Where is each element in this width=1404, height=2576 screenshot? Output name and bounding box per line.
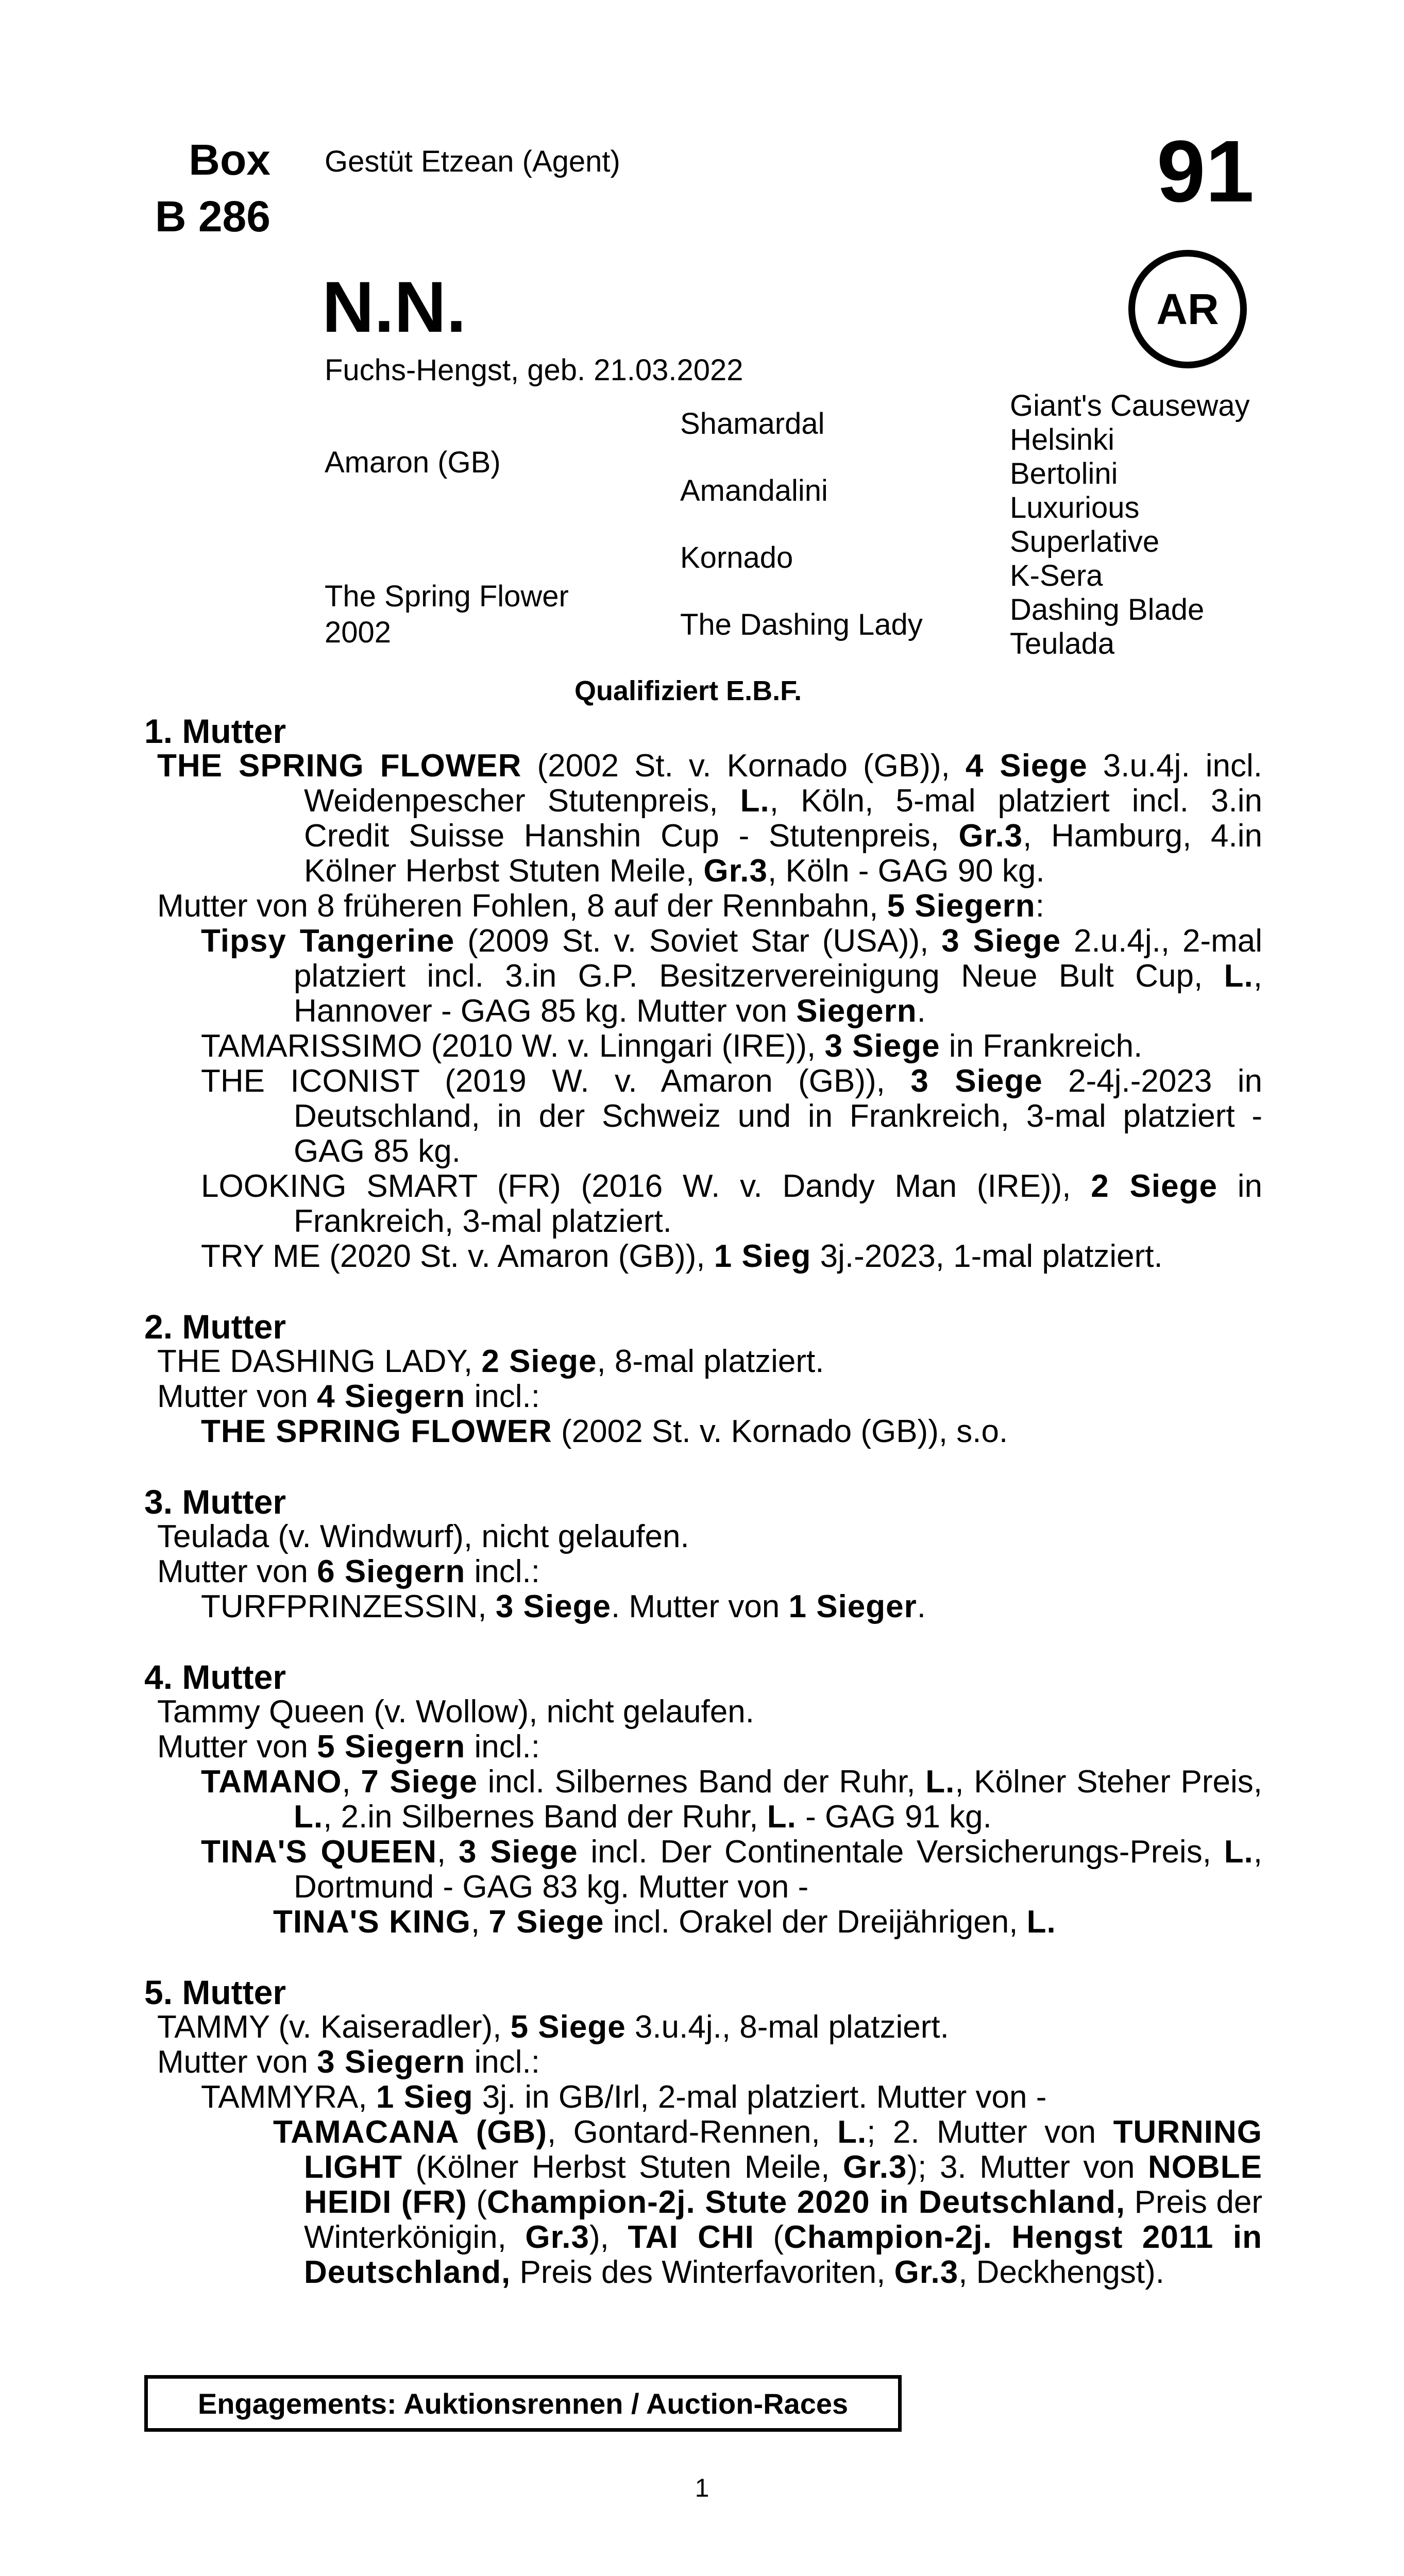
offspring-entry: THE SPRING FLOWER (2002 St. v. Kornado (GB)), s.o. [201, 1414, 1008, 1449]
produce-summary: Mutter von 3 Siegern incl.: [157, 2044, 540, 2080]
offspring-entry: TINA'S QUEEN, 3 Siege incl. Der Continentale Versicherungs-Preis, L., Dortmund - GAG 83 kg. Mutter von - [201, 1834, 1263, 1905]
section-heading: 2. Mutter [144, 1308, 286, 1346]
pedigree-gen3-4: Luxurious [1010, 491, 1140, 524]
offspring-entry: TRY ME (2020 St. v. Amaron (GB)), 1 Sieg 3j.-2023, 1-mal platziert. [201, 1239, 1163, 1274]
pedigree-sire-sire: Shamardal [680, 407, 825, 440]
dam-entry: Tammy Queen (v. Wollow), nicht gelaufen. [157, 1694, 754, 1730]
dam-entry: Teulada (v. Windwurf), nicht gelaufen. [157, 1519, 689, 1554]
offspring-entry: TURFPRINZESSIN, 3 Siege. Mutter von 1 Sieger. [201, 1589, 926, 1624]
pedigree-gen3-1: Giant's Causeway [1010, 389, 1250, 422]
pedigree-gen3-6: K-Sera [1010, 559, 1103, 592]
grand-offspring-entry: TINA'S KING, 7 Siege incl. Orakel der Dreijährigen, L. [273, 1904, 1056, 1940]
pedigree-dam: The Spring Flower [325, 580, 569, 613]
section-heading: 4. Mutter [144, 1658, 286, 1696]
pedigree-gen3-2: Helsinki [1010, 423, 1115, 456]
section-4th-dam [144, 1659, 1262, 1940]
qualification: Qualifiziert E.B.F. [574, 675, 802, 706]
offspring-entry: TAMMYRA, 1 Sieg 3j. in GB/Irl, 2-mal platziert. Mutter von - [201, 2079, 1047, 2115]
family-content [144, 714, 1262, 2325]
dam-entry: THE DASHING LADY, 2 Siege, 8-mal platziert. [157, 1344, 824, 1379]
section-1st-dam [144, 714, 1262, 1274]
dam-entry: THE SPRING FLOWER (2002 St. v. Kornado (GB)), 4 Siege 3.u.4j. incl. Weidenpescher Stutenpreis, L., Köln, 5-mal platziert incl. 3.in Credit Suisse Hanshin Cup - Stutenpreis, Gr.3, Hamburg, 4.in Kölner Herbst Stuten Meile, Gr.3, Köln - GAG 90 kg. [157, 748, 1263, 889]
section-heading: 3. Mutter [144, 1483, 286, 1521]
offspring-entry: TAMANO, 7 Siege incl. Silbernes Band der Ruhr, L., Kölner Steher Preis, L., 2.in Silbernes Band der Ruhr, L. - GAG 91 kg. [201, 1764, 1263, 1835]
pedigree-gen3-3: Bertolini [1010, 457, 1118, 490]
pedigree-gen3-5: Superlative [1010, 525, 1160, 558]
section-heading: 1. Mutter [144, 712, 286, 750]
produce-summary: Mutter von 4 Siegern incl.: [157, 1379, 540, 1414]
engagements-box [144, 2375, 902, 2432]
pedigree-sire-dam: Amandalini [680, 474, 828, 507]
dam-entry: TAMMY (v. Kaiseradler), 5 Siege 3.u.4j., 8-mal platziert. [157, 2009, 949, 2045]
produce-summary: Mutter von 5 Siegern incl.: [157, 1729, 540, 1765]
pedigree-dam-dam: The Dashing Lady [680, 608, 923, 641]
ar-badge [1128, 250, 1247, 368]
engagements-label: Engagements: Auktionsrennen / Auction-Races [197, 2387, 849, 2420]
produce-summary: Mutter von 8 früheren Fohlen, 8 auf der Rennbahn, 5 Siegern: [157, 888, 1044, 924]
agent-name: Gestüt Etzean (Agent) [325, 145, 620, 178]
offspring-entry: THE ICONIST (2019 W. v. Amaron (GB)), 3 Siege 2-4j.-2023 in Deutschland, in der Schweiz und in Frankreich, 3-mal platziert - GAG 85 kg. [201, 1063, 1263, 1169]
pedigree-gen3-7: Dashing Blade [1010, 593, 1205, 626]
pedigree-gen3-8: Teulada [1010, 627, 1115, 660]
section-heading: 5. Mutter [144, 1973, 286, 2011]
grand-offspring-entry: TAMACANA (GB), Gontard-Rennen, L.; 2. Mutter von TURNING LIGHT (Kölner Herbst Stuten Meile, Gr.3); 3. Mutter von NOBLE HEIDI (FR) (Champion-2j. Stute 2020 in Deutschland, Preis der Winterkönigin, Gr.3), TAI CHI (Champion-2j. Hengst 2011 in Deutschland, Preis des Winterfavoriten, Gr.3, Deckhengst). [273, 2114, 1262, 2290]
section-5th-dam [144, 1975, 1262, 2290]
lot-number: 91 [1157, 123, 1255, 221]
offspring-entry: TAMARISSIMO (2010 W. v. Linngari (IRE)), 3 Siege in Frankreich. [201, 1028, 1143, 1064]
ar-badge-label: AR [1156, 284, 1219, 333]
pedigree-dam-year: 2002 [325, 616, 392, 649]
horse-name: N.N. [322, 266, 466, 347]
box-number: B 286 [155, 192, 270, 241]
box-label: Box [189, 135, 270, 184]
offspring-entry: Tipsy Tangerine (2009 St. v. Soviet Star (USA)), 3 Siege 2.u.4j., 2-mal platziert incl. 3.in G.P. Besitzervereinigung Neue Bult Cup, L., Hannover - GAG 85 kg. Mutter von Siegern. [201, 923, 1263, 1029]
horse-description: Fuchs-Hengst, geb. 21.03.2022 [325, 353, 743, 387]
produce-summary: Mutter von 6 Siegern incl.: [157, 1554, 540, 1589]
pedigree-sire: Amaron (GB) [325, 446, 501, 479]
section-2nd-dam [144, 1309, 1262, 1449]
pedigree-dam-sire: Kornado [680, 541, 793, 574]
section-3rd-dam [144, 1484, 1262, 1624]
page-number: 1 [695, 2473, 709, 2502]
offspring-entry: LOOKING SMART (FR) (2016 W. v. Dandy Man (IRE)), 2 Siege in Frankreich, 3-mal platziert. [201, 1168, 1263, 1239]
